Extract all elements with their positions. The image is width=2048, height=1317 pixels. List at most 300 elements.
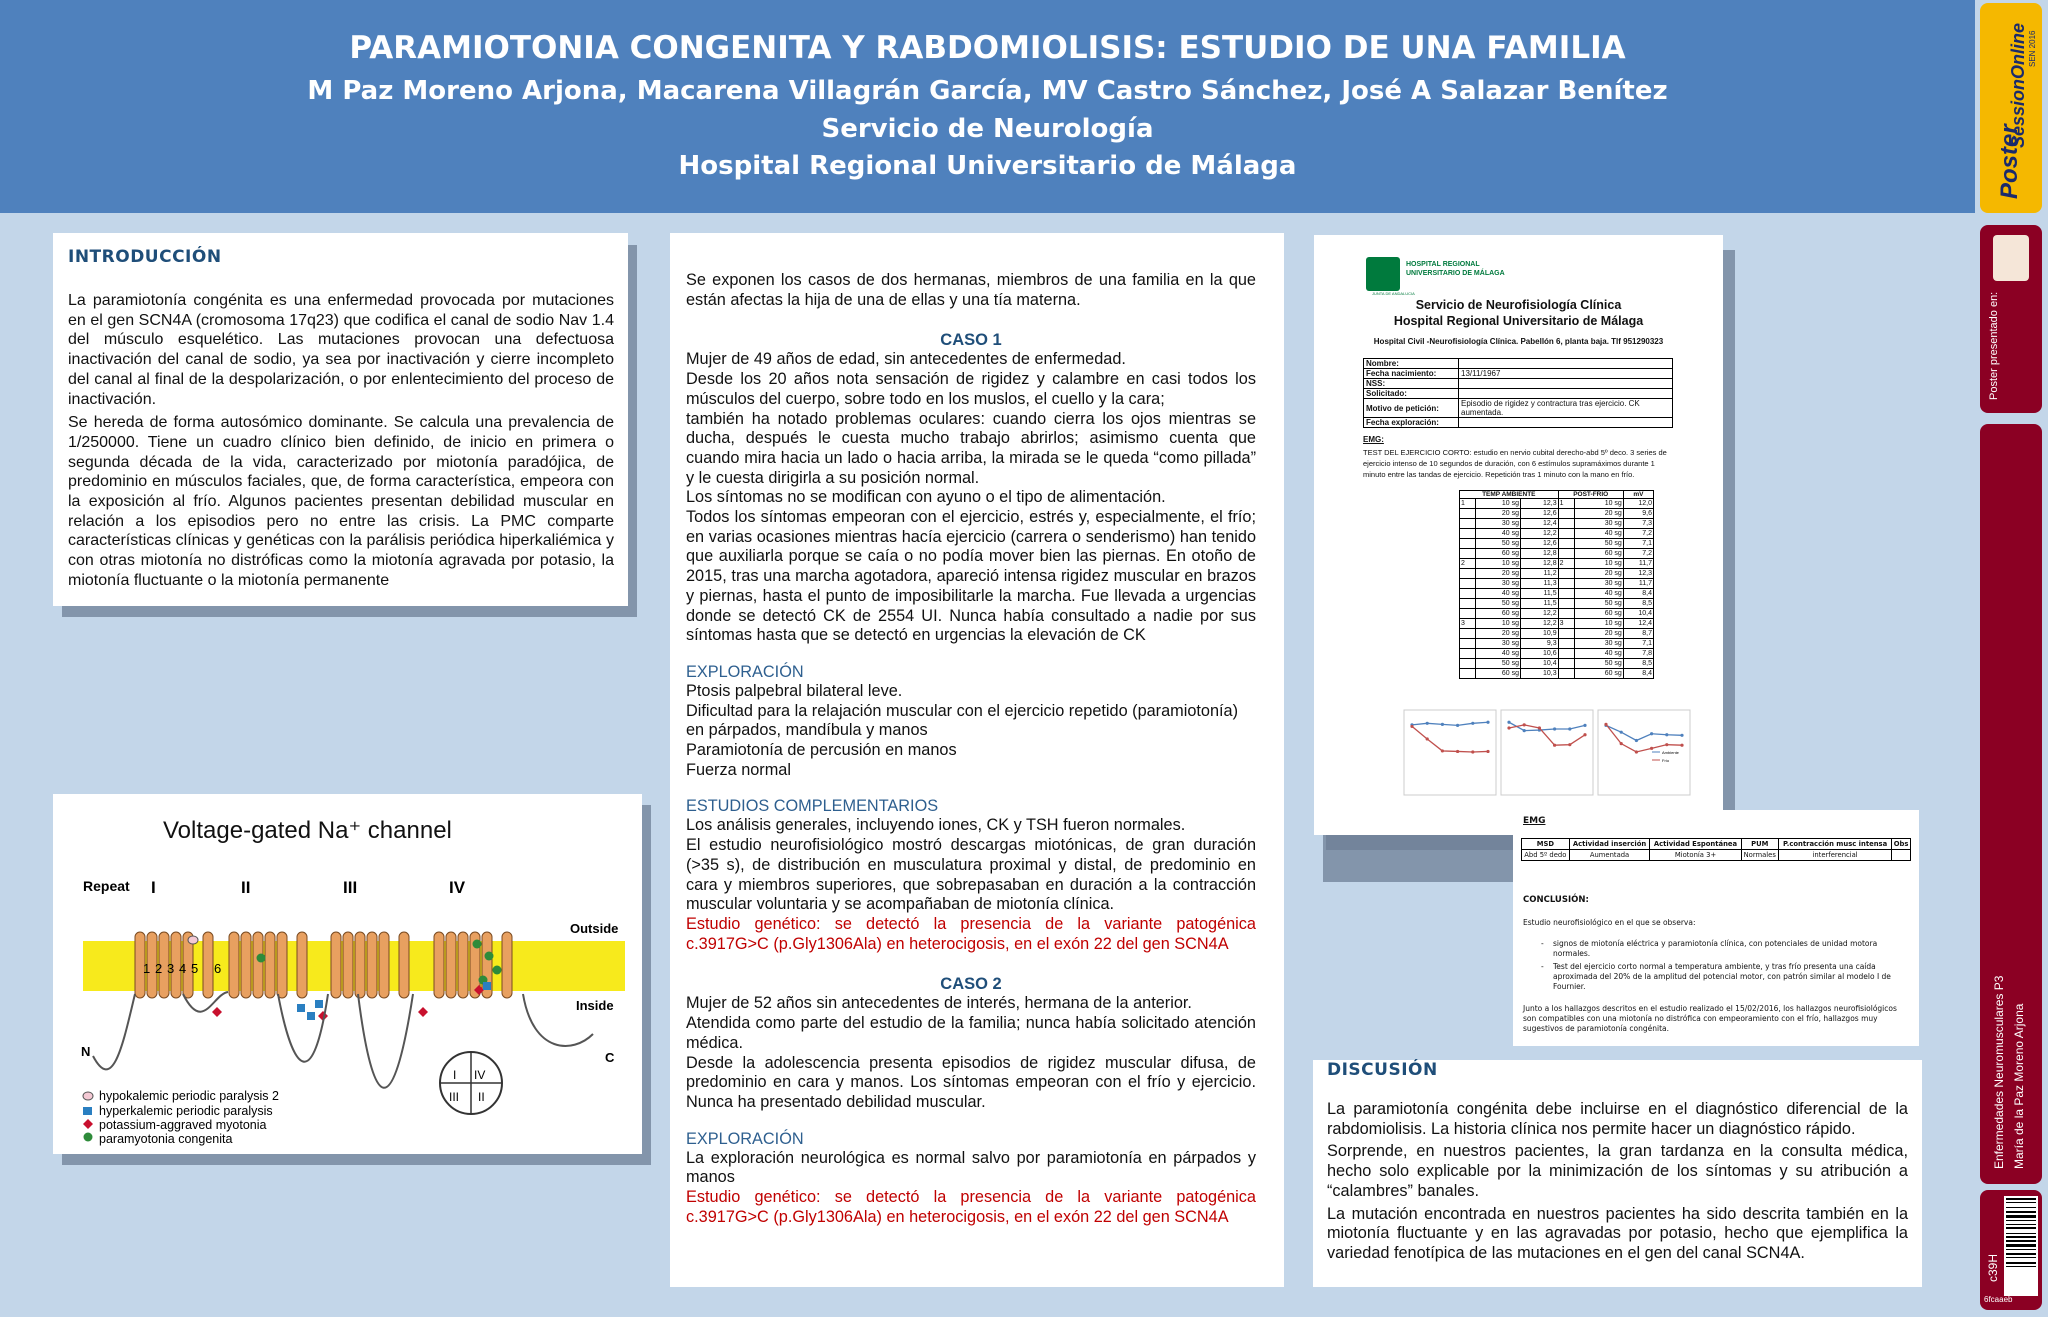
- mv-cell: 3: [1460, 619, 1476, 629]
- mv-cell: [1558, 659, 1575, 669]
- barcode-bar: [2006, 1224, 2036, 1225]
- mutation-marker-pam: [212, 1007, 222, 1017]
- data-point: [1620, 742, 1623, 745]
- mv-row: [1460, 579, 1654, 589]
- bullet-1-marker: -: [1541, 939, 1544, 948]
- field-value: Episodio de rigidez y contractura tras ejercicio. CK aumentada.: [1459, 399, 1673, 418]
- mv-row: [1460, 519, 1654, 529]
- mv-cell: 12,2: [1521, 619, 1559, 629]
- mv-cell: 50 sg: [1575, 659, 1624, 669]
- topview-q2: IV: [474, 1068, 486, 1082]
- mv-cell: 10 sg: [1575, 559, 1624, 569]
- field-label: NSS:: [1364, 379, 1459, 389]
- data-point: [1523, 723, 1526, 726]
- emg-cell: Normales: [1741, 850, 1778, 861]
- conclusion-title: CONCLUSIÓN:: [1523, 895, 1589, 905]
- mv-cell: 12,4: [1623, 619, 1653, 629]
- mv-cell: 20 sg: [1575, 629, 1624, 639]
- logo-sub: JUNTA DE ANDALUCIA: [1372, 291, 1415, 296]
- society-logo: [1993, 235, 2029, 281]
- helix-r4-s2: [446, 932, 456, 998]
- poster-category: Enfermedades Neuromusculares P3: [1992, 975, 2006, 1169]
- mv-cell: 50 sg: [1475, 659, 1520, 669]
- mv-cell: 12,2: [1521, 609, 1559, 619]
- mv-row: [1460, 499, 1654, 509]
- data-point: [1410, 725, 1413, 728]
- caso2-text: Mujer de 52 años sin antecedentes de interés, hermana de la anterior. Atendida como parte del estudio de la familia; nunca había solicitado atención médica. Desde la adolescencia presenta episodios de rigidez muscular difusa, de predominio en cara y manos. Los síntomas empeoran con el frío y ejercicio. Nunca ha presentado debilidad muscular.: [686, 994, 1256, 1111]
- legend-pam-marker: [83, 1119, 93, 1129]
- repeat-4-label: IV: [449, 878, 466, 897]
- helix-r3-s6: [399, 932, 409, 998]
- mutation-marker-pmc: [473, 940, 482, 949]
- segment-5-label: 5: [191, 961, 199, 976]
- mv-cell: 50 sg: [1475, 599, 1520, 609]
- barcode: [2004, 1196, 2038, 1296]
- barcode-bar: [2006, 1240, 2036, 1242]
- logo-line2: UNIVERSITARIO DE MÁLAGA: [1406, 270, 1505, 277]
- emg-findings-table: [1521, 838, 1911, 861]
- legend-label: Frío: [1662, 758, 1670, 763]
- mv-cell: [1558, 649, 1575, 659]
- poster-department: Servicio de Neurología: [821, 114, 1154, 144]
- mv-row: [1460, 529, 1654, 539]
- emg-cell: Abd 5º dedo: [1522, 850, 1570, 861]
- data-point: [1604, 723, 1607, 726]
- mv-cell: 40 sg: [1475, 649, 1520, 659]
- barcode-bar: [2006, 1227, 2036, 1229]
- conclusion-intro: Estudio neurofisiológico en el que se observa:: [1523, 918, 1696, 927]
- conclusion-bullet-2: Test del ejercicio corto normal a temperatura ambiente, y tras frío presenta una caída aproximada del 20% de la amplitud del potencial motor, con patrón similar al modelo I de Fournier.: [1553, 962, 1891, 991]
- caso2-exploracion: La exploración neurológica es normal salvo por paramiotonía en párpados y manos: [686, 1148, 1256, 1187]
- intro-paragraph-2: Se hereda de forma autosómico dominante. Se calcula una prevalencia de 1/250000. Tiene un cuadro clínico bien definido, de inicio en primera o segunda década de la vida, caracterizado por miotonía paradójica, de predominio en músculos faciales, que, de forma característica, empeora con la exposición al frío. Algunos pacientes presentan debilidad muscular en relación a los episodios pero no entre las crisis. La PMC comparte características clínicas y genéticas con la parálisis periódica hiperkaliémica y con otras miotonía no distróficas como la miotonía agravada por potasio, la miotonía fluctuante o la miotonía permanente: [68, 414, 614, 589]
- mv-cell: 30 sg: [1475, 519, 1520, 529]
- emg-conclusion: [1513, 810, 1919, 1046]
- helix-r2-s5: [277, 932, 287, 998]
- data-point: [1568, 743, 1571, 746]
- discussion-panel: [1313, 1060, 1922, 1287]
- field-value: [1459, 418, 1673, 428]
- mv-row: [1460, 589, 1654, 599]
- field-row: [1364, 359, 1673, 369]
- mv-row: [1460, 639, 1654, 649]
- mv-cell: 50 sg: [1575, 539, 1624, 549]
- channel-loops: [93, 992, 593, 1088]
- caso1-text: Mujer de 49 años de edad, sin antecedentes de enfermedad. Desde los 20 años nota sensación de rigidez y calambre en casi todos los músculos del cuerpo, sobre todo en los muslos, el cuello y la cara; también ha notado problemas oculares: cuando cierra los ojos mientras se ducha, después le cuesta mucho trabajo abrirlos; asimismo cuenta que cuando mira hacia un lado o hacia arriba, la mirada se le queda “como pillada” y le cuesta dirigirla a su posición normal. Los síntomas no se modifican con ayuno o el tipo de alimentación. Todos los síntomas empeoran con el ejercicio, estrés y, especialmente, el frío; en varias ocasiones mientras hacía ejercicio (carrera o senderismo) han tenido que auxiliarla porque se caía o no podía mover bien las piernas. En otoño de 2015, tras una marcha agotadora, apareció intensa rigidez muscular en brazos y piernas, hasta el punto de imposibilitarle la marcha. Fue llevada a urgencias donde se detectó CK de 2554 UI. Nunca había consultado a nadie por sus síntomas hasta que se detectó en urgencias la elevación de CK: [686, 350, 1256, 645]
- mutation-marker-hyper: [483, 982, 491, 990]
- mv-cell: [1558, 579, 1575, 589]
- emg-label: EMG:: [1363, 435, 1384, 444]
- mv-cell: 12,8: [1521, 559, 1559, 569]
- legend-hypo: hypokalemic periodic paralysis 2: [99, 1089, 279, 1103]
- poster-session-online-logo: [1980, 3, 2042, 213]
- data-point: [1471, 722, 1474, 725]
- mv-cell: 20 sg: [1475, 569, 1520, 579]
- repeat-3-label: III: [343, 878, 358, 897]
- field-label: Motivo de petición:: [1364, 399, 1459, 418]
- report-title2: Hospital Regional Universitario de Málaga: [1393, 314, 1644, 328]
- helix-r2-s3: [253, 932, 263, 998]
- mv-cell: 10 sg: [1475, 559, 1520, 569]
- field-row: [1364, 389, 1673, 399]
- mv-cell: 30 sg: [1575, 579, 1624, 589]
- mv-cell: 10,4: [1521, 659, 1559, 669]
- sodium-channel-figure: [53, 794, 642, 1154]
- mv-cell: 50 sg: [1575, 599, 1624, 609]
- mv-cell: 30 sg: [1475, 639, 1520, 649]
- mv-cell: [1460, 649, 1476, 659]
- mv-row: [1460, 549, 1654, 559]
- mv-cell: 3: [1558, 619, 1575, 629]
- mv-cell: [1460, 599, 1476, 609]
- mv-cell: 8,7: [1623, 629, 1653, 639]
- mv-cell: 1: [1558, 499, 1575, 509]
- helix-r3-s2: [343, 932, 353, 998]
- poster-code-panel: [1980, 1190, 2042, 1310]
- emg-conclusion-title: EMG: [1523, 816, 1546, 826]
- channel-title: Voltage-gated Na⁺ channel: [163, 817, 452, 844]
- barcode-bar: [2006, 1198, 2036, 1200]
- data-point: [1568, 727, 1571, 730]
- field-row: [1364, 418, 1673, 428]
- mv-cell: 10 sg: [1475, 619, 1520, 629]
- mv-cell: 40 sg: [1575, 589, 1624, 599]
- emg-cell: Miotonía 3+: [1650, 850, 1741, 861]
- repeat-2-label: II: [241, 878, 251, 897]
- mv-cell: 12,2: [1521, 529, 1559, 539]
- data-point: [1486, 721, 1489, 724]
- mv-cell: 8,5: [1623, 599, 1653, 609]
- emg-cell: Aumentada: [1569, 850, 1650, 861]
- helix-r3-s5: [379, 932, 389, 998]
- emg-header-cell: PUM: [1741, 839, 1778, 850]
- mv-header-row: [1460, 491, 1654, 499]
- mv-row: [1460, 649, 1654, 659]
- conclusion-final: Junto a los hallazgos descritos en el estudio realizado el 15/02/2016, los hallazgos neurofisiológicos son compatibles con una miotonía no distrófica con empeoramiento con el frío, hallazgos muy sugestivos de paramiotonía congénita.: [1523, 1004, 1897, 1033]
- mv-cell: 20 sg: [1475, 629, 1520, 639]
- intro-panel: [53, 233, 628, 606]
- mv-cell: [1558, 549, 1575, 559]
- mv-cell: [1460, 659, 1476, 669]
- presented-at-label: Poster presentado en:: [1988, 291, 2000, 400]
- mv-cell: 10,4: [1623, 609, 1653, 619]
- mv-cell: 10 sg: [1575, 499, 1624, 509]
- barcode-text: 6fcaaeb: [1984, 1295, 2013, 1304]
- mutation-marker-pam: [418, 1007, 428, 1017]
- mv-cell: 40 sg: [1575, 649, 1624, 659]
- barcode-bar: [2006, 1266, 2036, 1267]
- legend-hyper: hyperkalemic periodic paralysis: [99, 1104, 273, 1118]
- logo-line1: HOSPITAL REGIONAL: [1406, 261, 1480, 268]
- caso2-title: CASO 2: [940, 975, 1002, 994]
- data-point: [1538, 726, 1541, 729]
- helix-r1-s6: [203, 932, 213, 998]
- legend-hypo-marker: [83, 1092, 93, 1100]
- mv-cell: [1558, 669, 1575, 679]
- legend-pmc: paramyotonia congenita: [99, 1132, 233, 1146]
- mv-cell: 11,5: [1521, 589, 1559, 599]
- emg-header-row: [1522, 839, 1911, 850]
- mv-cell: [1460, 639, 1476, 649]
- mv-cell: 30 sg: [1575, 639, 1624, 649]
- mutation-marker-pmc: [257, 954, 266, 963]
- field-value: 13/11/1967: [1459, 369, 1673, 379]
- mutation-marker-hypo: [188, 936, 198, 944]
- mv-cell: 60 sg: [1475, 549, 1520, 559]
- discussion-paragraph-2: Sorprende, en nuestros pacientes, la gran tardanza en la consulta médica, hecho solo explicable por la minimización de los síntomas y su atribución a “calambres” banales.: [1327, 1142, 1908, 1200]
- mv-cell: 40 sg: [1475, 589, 1520, 599]
- mutation-marker-hyper: [297, 1004, 305, 1012]
- field-label: Nombre:: [1364, 359, 1459, 369]
- data-point: [1583, 724, 1586, 727]
- mv-cell: [1460, 569, 1476, 579]
- mv-row: [1460, 599, 1654, 609]
- poster-authors: M Paz Moreno Arjona, Macarena Villagrán García, MV Castro Sánchez, José A Salazar Benítez: [307, 76, 1668, 106]
- mv-row: [1460, 659, 1654, 669]
- emg-header-cell: Actividad Espontánea: [1650, 839, 1741, 850]
- data-point: [1650, 732, 1653, 735]
- mv-cell: [1558, 599, 1575, 609]
- mv-cell: 7,8: [1623, 649, 1653, 659]
- data-point: [1523, 729, 1526, 732]
- mv-cell: [1460, 589, 1476, 599]
- bullet-2-marker: -: [1541, 962, 1544, 971]
- mv-cell: 11,7: [1623, 579, 1653, 589]
- mv-cell: [1558, 629, 1575, 639]
- caso1-estudios: Los análisis generales, incluyendo iones, CK y TSH fueron normales. El estudio neurofisiológico mostró descargas miotónicas, de gran duración (>35 s), de distribución en musculatura proximal y distal, de predominio en cara y miembros superiores, que sobrepasaban en duración a la contracción muscular voluntaria y se acompañaban de miotonía clínica.: [686, 816, 1256, 914]
- mv-cell: [1460, 529, 1476, 539]
- mv-cell: 12,6: [1521, 539, 1559, 549]
- caso1-title: CASO 1: [940, 331, 1002, 350]
- mv-cell: [1460, 509, 1476, 519]
- helix-r3-s1: [331, 932, 341, 998]
- cases-intro: Se exponen los casos de dos hermanas, miembros de una familia en la que están afectas la hija de una de ellas y una tía materna.: [686, 271, 1256, 309]
- mv-cell: [1558, 519, 1575, 529]
- mv-header: TEMP AMBIENTE: [1460, 491, 1559, 499]
- data-point: [1471, 750, 1474, 753]
- mv-cell: 11,5: [1521, 599, 1559, 609]
- mv-cell: 10,9: [1521, 629, 1559, 639]
- poster-hospital: Hospital Regional Universitario de Málaga: [678, 151, 1297, 181]
- data-point: [1680, 734, 1683, 737]
- mv-cell: 12,8: [1521, 549, 1559, 559]
- helix-r2-s6: [297, 932, 307, 998]
- data-point: [1553, 744, 1556, 747]
- field-row: [1364, 369, 1673, 379]
- mv-row: [1460, 669, 1654, 679]
- report-address: Hospital Civil -Neurofisiología Clínica. Pabellón 6, planta baja. Tlf 951290323: [1373, 337, 1664, 346]
- caso1-exploracion-title: EXPLORACIÓN: [686, 662, 804, 681]
- mv-cell: 11,3: [1521, 579, 1559, 589]
- data-point: [1426, 737, 1429, 740]
- data-point: [1665, 743, 1668, 746]
- data-point: [1456, 750, 1459, 753]
- c-terminus-label: C: [605, 1050, 615, 1065]
- emg-header-cell: Obs: [1892, 839, 1911, 850]
- mv-cell: 8,4: [1623, 589, 1653, 599]
- mv-cell: 60 sg: [1575, 669, 1624, 679]
- mv-cell: [1558, 639, 1575, 649]
- data-point: [1583, 733, 1586, 736]
- discussion-paragraph-1: La paramiotonía congénita debe incluirse en el diagnóstico diferencial de la rabdomiolisis. La historia clínica nos permite hacer un diagnóstico rápido.: [1327, 1100, 1908, 1138]
- mv-cell: 10,6: [1521, 649, 1559, 659]
- mv-cell: 60 sg: [1575, 549, 1624, 559]
- helix-r4-s1: [434, 932, 444, 998]
- barcode-bar: [2006, 1202, 2036, 1203]
- helix-r4-s6: [502, 932, 512, 998]
- caso1-estudios-title: ESTUDIOS COMPLEMENTARIOS: [686, 797, 939, 816]
- mv-row: [1460, 539, 1654, 549]
- discussion-title: DISCUSIÓN: [1327, 1060, 1438, 1080]
- field-value: [1459, 379, 1673, 389]
- mutation-marker-hyper: [315, 1000, 323, 1008]
- mv-cell: 60 sg: [1475, 669, 1520, 679]
- barcode-bar: [2006, 1215, 2036, 1218]
- mv-cell: 11,7: [1623, 559, 1653, 569]
- mv-cell: [1558, 609, 1575, 619]
- field-value: [1459, 389, 1673, 399]
- mv-cell: 12,6: [1521, 509, 1559, 519]
- data-point: [1553, 727, 1556, 730]
- mutation-marker-pmc: [485, 952, 494, 961]
- segment-3-label: 3: [167, 961, 175, 976]
- mv-cell: 8,5: [1623, 659, 1653, 669]
- barcode-bar: [2006, 1253, 2036, 1255]
- barcode-bar: [2006, 1257, 2036, 1258]
- topview-q4: II: [478, 1090, 485, 1104]
- mv-table: [1459, 490, 1654, 679]
- mv-row: [1460, 629, 1654, 639]
- mv-cell: [1460, 609, 1476, 619]
- intro-paragraph-1: La paramiotonía congénita es una enfermedad provocada por mutaciones en el gen SCN4A (cromosoma 17q23) que codifica el canal de sodio Nav 1.4 del músculo esquelético. Las mutaciones provocan una defectuosa inactivación del canal de sodio, ya sea por inactivación y cierre incompleto del canal al final de la despolarización, o por enlentecimiento del proceso de inactivación.: [68, 292, 614, 408]
- poster-title: PARAMIOTONIA CONGENITA Y RABDOMIOLISIS: ESTUDIO DE UNA FAMILIA: [349, 30, 1626, 66]
- mv-cell: 7,3: [1623, 519, 1653, 529]
- barcode-bar: [2006, 1207, 2036, 1208]
- mv-header: POST-FRIO: [1558, 491, 1623, 499]
- emg-header-cell: P.contracción musc intensa: [1778, 839, 1891, 850]
- caso2-genetico: Estudio genético: se detectó la presencia de la variante patogénica c.3917G>C (p.Gly1306Ala) en heterocigosis, en el exón 22 del gen SCN4A: [686, 1188, 1256, 1226]
- mv-cell: [1558, 529, 1575, 539]
- legend-pmc-marker: [84, 1133, 93, 1142]
- mv-cell: 9,6: [1623, 509, 1653, 519]
- segment-2-label: 2: [155, 961, 163, 976]
- data-point: [1665, 733, 1668, 736]
- segment-1-label: 1: [143, 961, 151, 976]
- intro-title: INTRODUCCIÓN: [68, 247, 222, 267]
- emg-cell: [1892, 850, 1911, 861]
- data-point: [1507, 721, 1510, 724]
- legend-pam: potassium-aggraved myotonia: [99, 1118, 267, 1132]
- poster-category-panel: [1980, 424, 2042, 1184]
- hospital-logo: [1366, 257, 1400, 291]
- caso2-exploracion-title: EXPLORACIÓN: [686, 1129, 804, 1148]
- barcode-bar: [2006, 1244, 2036, 1247]
- mv-cell: 1: [1460, 499, 1476, 509]
- discussion-paragraph-3: La mutación encontrada en nuestros pacientes ha sido descrita también en la miotonía fluctuante y en las agravadas por potasio, hecho que ejemplifica la variedad fenotípica de las mutaciones en el gen del canal SCN4A.: [1327, 1204, 1908, 1262]
- repeat-1-label: I: [151, 878, 156, 897]
- conclusion-bullet-1: signos de miotonía eléctrica y paramiotonía clínica, con potenciales de unidad motora normales.: [1553, 939, 1878, 958]
- data-point: [1426, 722, 1429, 725]
- mv-cell: 8,4: [1623, 669, 1653, 679]
- emg-data-row: [1522, 850, 1911, 861]
- mv-cell: 30 sg: [1475, 579, 1520, 589]
- inside-label: Inside: [576, 998, 614, 1013]
- emg-report: [1314, 235, 1723, 835]
- mv-header: mV: [1623, 491, 1653, 499]
- mv-cell: 12,3: [1521, 499, 1559, 509]
- topview-q3: III: [449, 1090, 460, 1104]
- n-terminus-label: N: [81, 1044, 91, 1059]
- segment-4-label: 4: [179, 961, 187, 976]
- cases-panel: [670, 233, 1284, 1287]
- mv-cell: 30 sg: [1575, 519, 1624, 529]
- mv-row: [1460, 609, 1654, 619]
- mv-cell: 7,1: [1623, 639, 1653, 649]
- mv-cell: 2: [1558, 559, 1575, 569]
- data-point: [1486, 750, 1489, 753]
- mv-cell: 12,3: [1623, 569, 1653, 579]
- mv-cell: [1558, 539, 1575, 549]
- mv-cell: 10 sg: [1575, 619, 1624, 629]
- mv-cell: 40 sg: [1475, 529, 1520, 539]
- field-label: Fecha exploración:: [1364, 418, 1459, 428]
- mv-cell: [1460, 579, 1476, 589]
- mv-cell: 7,2: [1623, 529, 1653, 539]
- chart-panel-2: [1501, 710, 1593, 795]
- mv-cell: [1460, 549, 1476, 559]
- mv-cell: 60 sg: [1575, 609, 1624, 619]
- barcode-bar: [2006, 1249, 2036, 1250]
- mv-cell: 12,0: [1623, 499, 1653, 509]
- mv-cell: 9,3: [1521, 639, 1559, 649]
- poster-author: María de la Paz Moreno Arjona: [2012, 1003, 2026, 1169]
- caso1-genetico: Estudio genético: se detectó la presencia de la variante patogénica c.3917G>C (p.Gly1306Ala) en heterocigosis, en el exón 22 del gen SCN4A: [686, 914, 1256, 953]
- data-point: [1507, 726, 1510, 729]
- barcode-bar: [2006, 1236, 2036, 1238]
- report-title1: Servicio de Neurofisiología Clínica: [1415, 298, 1622, 312]
- emg-cell: interferencial: [1778, 850, 1891, 861]
- mutation-marker-hyper: [307, 1012, 315, 1020]
- field-value: [1459, 359, 1673, 369]
- barcode-bar: [2006, 1233, 2036, 1234]
- field-label: Fecha nacimiento:: [1364, 369, 1459, 379]
- legend-hyper-marker: [83, 1107, 92, 1115]
- barcode-bar: [2006, 1262, 2036, 1264]
- helix-r2-s4: [265, 932, 275, 998]
- mv-cell: 20 sg: [1475, 509, 1520, 519]
- field-row: [1364, 399, 1673, 418]
- mv-cell: [1558, 509, 1575, 519]
- data-point: [1635, 750, 1638, 753]
- mv-cell: 50 sg: [1475, 539, 1520, 549]
- mutation-marker-pmc: [493, 966, 502, 975]
- mv-cell: [1460, 519, 1476, 529]
- brand-session-online: SessionOnline: [2008, 22, 2028, 148]
- mv-row: [1460, 569, 1654, 579]
- barcode-bar: [2006, 1211, 2036, 1213]
- repeat-label: Repeat: [83, 878, 130, 894]
- patient-fields-table: [1363, 358, 1673, 428]
- data-point: [1635, 739, 1638, 742]
- mv-line-chart: [1394, 702, 1714, 807]
- emg-header-cell: Actividad inserción: [1569, 839, 1650, 850]
- emg-header-cell: MSD: [1522, 839, 1570, 850]
- mv-cell: [1558, 589, 1575, 599]
- mv-cell: 20 sg: [1575, 569, 1624, 579]
- test-description: TEST DEL EJERCICIO CORTO: estudio en nervio cubital derecho-abd 5º deco. 3 series de ejercicio intenso de 10 segundos de duración, con 6 estímulos supramáximos durante 1 minuto entre las tandas de ejercicio. Repetición tras 1 minuto con la mano en frío.: [1363, 448, 1667, 479]
- brand-poster: Poster: [1996, 124, 2023, 199]
- mv-cell: 7,2: [1623, 549, 1653, 559]
- mv-cell: 10 sg: [1475, 499, 1520, 509]
